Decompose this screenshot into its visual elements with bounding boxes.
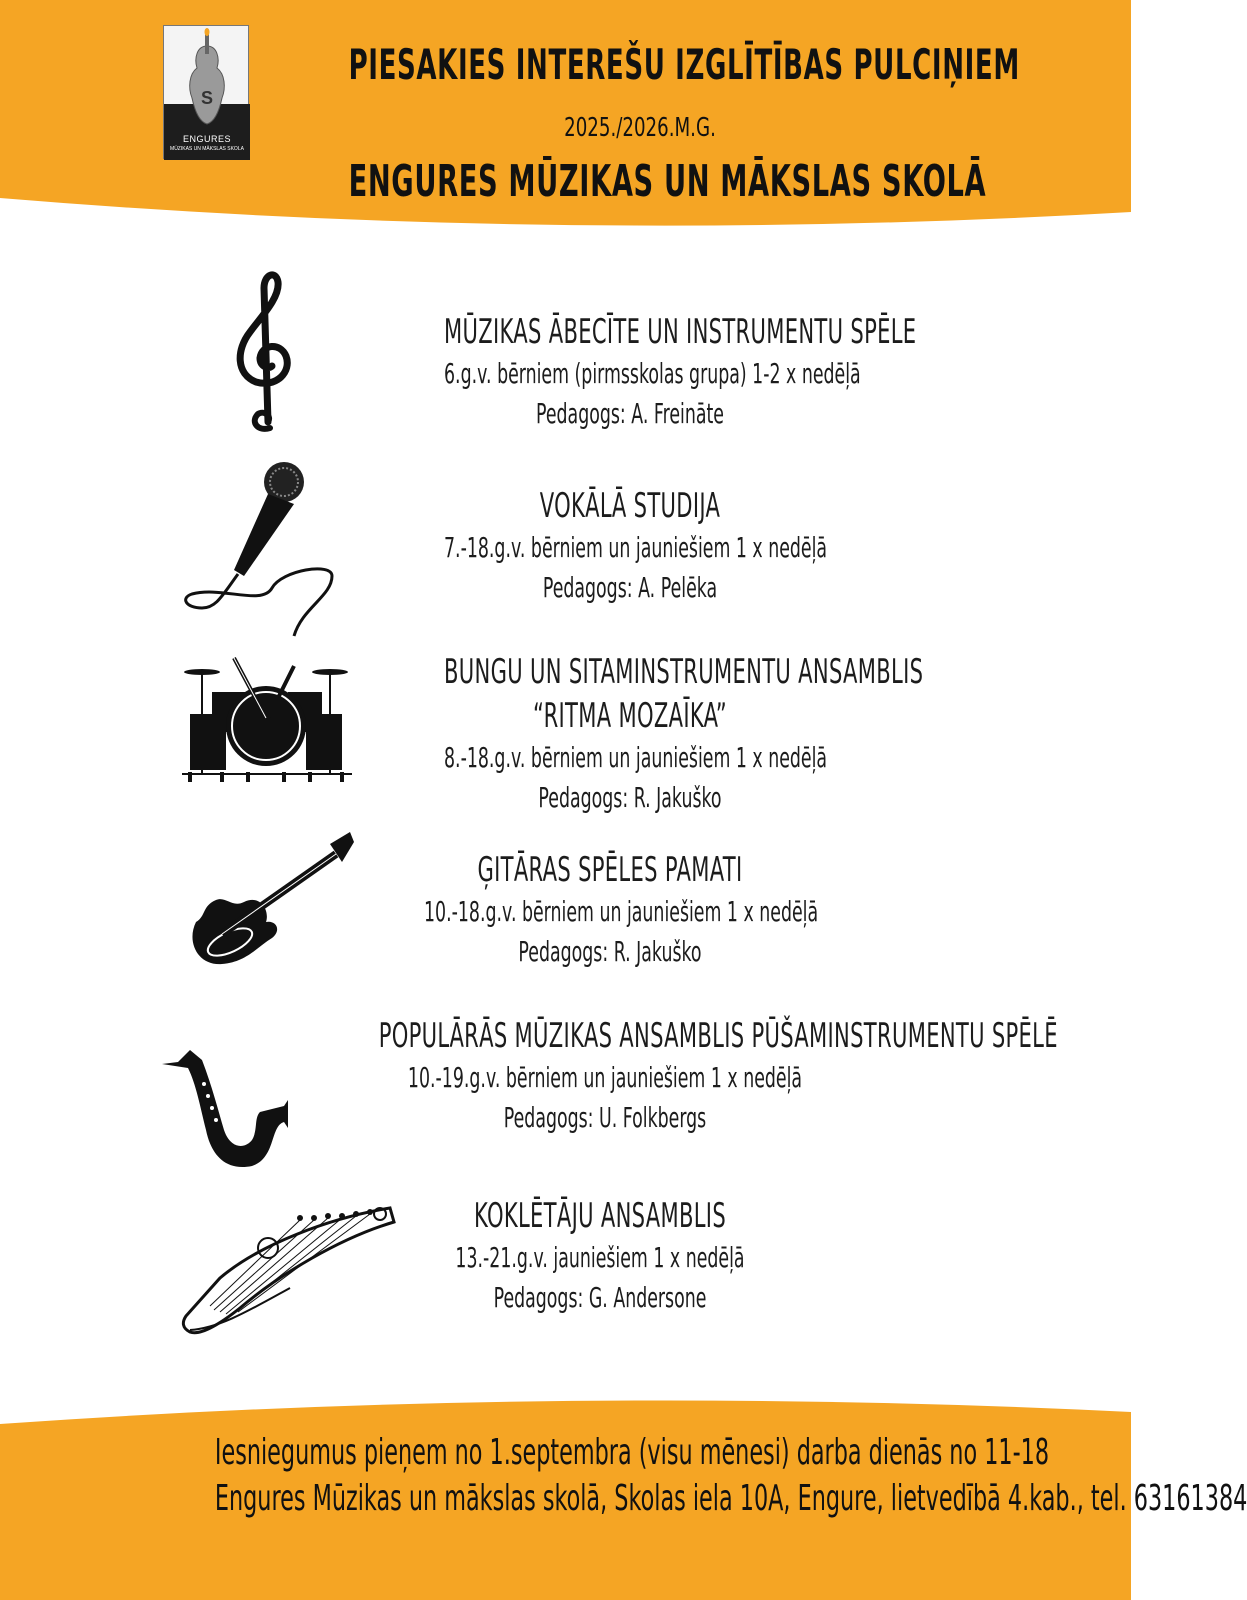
course-audience: 10.-18.g.v. bērniem un jauniešiem 1 x nedēļā [424, 895, 819, 928]
course-guitar-basics [310, 848, 910, 972]
course-title: BUNGU UN SITAMINSTRUMENTU ANSAMBLIS [444, 652, 924, 692]
course-vocal-studio [330, 484, 930, 608]
course-music-abc [330, 310, 930, 434]
microphone-icon [182, 458, 342, 638]
course-title: MŪZIKAS ĀBECĪTE UN INSTRUMENTU SPĒLE [444, 312, 917, 352]
course-drum-ensemble [330, 650, 930, 818]
course-wind-ensemble [240, 1014, 1058, 1138]
course-title: ĢITĀRAS SPĒLES PAMATI [477, 850, 743, 890]
school-logo [163, 25, 249, 159]
footer-address: Engures Mūzikas un mākslas skolā, Skolas iela 10A, Engure, lietvedībā 4.kab., tel. 63161384 [214, 1478, 1247, 1519]
course-title: VOKĀLĀ STUDIJA [539, 486, 721, 526]
course-audience: 13.-21.g.v. jauniešiem 1 x nedēļā [455, 1241, 745, 1274]
course-audience: 10.-19.g.v. bērniem un jauniešiem 1 x nedēļā [407, 1061, 803, 1094]
course-title: POPULĀRĀS MŪZIKAS ANSAMBLIS PŪŠAMINSTRUMENTU SPĒLĒ [378, 1016, 1058, 1056]
course-title: KOKLĒTĀJU ANSAMBLIS [473, 1196, 727, 1236]
school-year: 2025./2026.M.G. [564, 113, 716, 143]
course-audience: 8.-18.g.v. bērniem un jauniešiem 1 x nedēļā [444, 741, 828, 774]
course-audience: 6.g.v. bērniem (pirmsskolas grupa) 1-2 x nedēļā [444, 357, 861, 390]
school-name: ENGURES MŪZIKAS UN MĀKSLAS SKOLĀ [348, 156, 987, 207]
logo-subtitle: MŪZIKAS UN MĀKSLAS SKOLA [170, 146, 244, 152]
logo-letter: S [200, 88, 213, 108]
course-kokle-ensemble [300, 1194, 900, 1318]
course-audience: 7.-18.g.v. bērniem un jauniešiem 1 x nedēļā [444, 531, 828, 564]
page-title: PIESAKIES INTEREŠU IZGLĪTĪBAS PULCIŅIEM [348, 40, 1020, 89]
treble-clef-icon [230, 268, 305, 436]
course-teacher: Pedagogs: R. Jakuško [538, 781, 722, 814]
course-teacher: Pedagogs: A. Pelēka [542, 571, 718, 604]
course-teacher: Pedagogs: G. Andersone [493, 1281, 707, 1314]
course-teacher: Pedagogs: R. Jakuško [518, 935, 702, 968]
course-subtitle: “RITMA MOZAĪKA” [532, 696, 728, 736]
course-teacher: Pedagogs: A. Freināte [536, 397, 724, 430]
drum-kit-icon [182, 654, 352, 784]
footer-application-info: Iesniegumus pieņem no 1.septembra (visu mēnesi) darba dienās no 11-18 [214, 1432, 1050, 1473]
course-teacher: Pedagogs: U. Folkbergs [503, 1101, 707, 1134]
logo-name: ENGURES [182, 134, 231, 144]
